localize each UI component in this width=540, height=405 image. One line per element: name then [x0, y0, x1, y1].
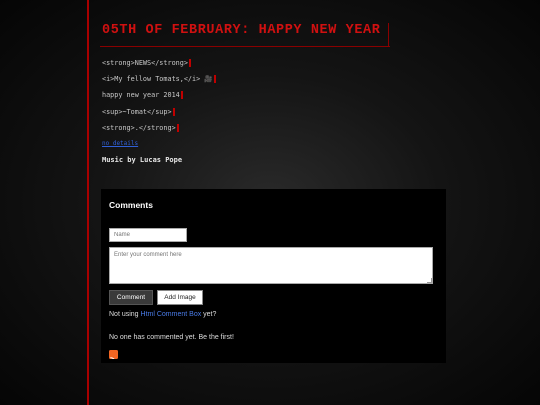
code-line-signature — [102, 108, 175, 116]
code-line-news — [102, 59, 191, 67]
text-cursor — [177, 124, 179, 132]
title-underline — [100, 46, 390, 47]
empty-comments-message: No one has commented yet. Be the first! — [109, 334, 234, 341]
text-cursor — [214, 75, 216, 83]
code-line-text: <i>My fellow Tomats,</i> 🎥 — [102, 75, 213, 83]
details-link[interactable]: no details — [102, 140, 139, 147]
code-line-text: <sup>~Tomat</sup> — [102, 108, 172, 116]
comment-textarea[interactable] — [109, 247, 433, 284]
not-using-suffix: yet? — [201, 311, 217, 318]
music-credit: Music by Lucas Pope — [102, 156, 183, 164]
code-line-text: <strong>NEWS</strong> — [102, 59, 188, 67]
resize-handle-icon[interactable] — [427, 278, 432, 283]
text-cursor — [173, 108, 175, 116]
comments-heading: Comments — [109, 200, 153, 210]
rss-glyph-icon — [109, 356, 118, 359]
code-line-text: <strong>.</strong> — [102, 124, 176, 132]
not-using-text — [109, 311, 216, 318]
not-using-prefix: Not using — [109, 311, 141, 318]
rss-feed-icon[interactable] — [109, 350, 118, 359]
comment-button[interactable]: Comment — [109, 290, 153, 305]
add-image-button[interactable]: Add Image — [157, 290, 203, 305]
post-title: 05TH OF FEBRUARY: HAPPY NEW YEAR — [102, 23, 381, 38]
text-cursor — [189, 59, 191, 67]
code-line-text: happy new year 2014 — [102, 91, 180, 99]
left-red-border — [87, 0, 89, 405]
title-right-tick — [388, 23, 389, 47]
html-comment-box-link[interactable]: Html Comment Box — [140, 311, 202, 318]
code-line-happy-new-year — [102, 91, 183, 99]
code-line-strong-dot — [102, 124, 179, 132]
name-input[interactable] — [109, 228, 187, 242]
code-line-greeting — [102, 75, 216, 83]
text-cursor — [181, 91, 183, 99]
